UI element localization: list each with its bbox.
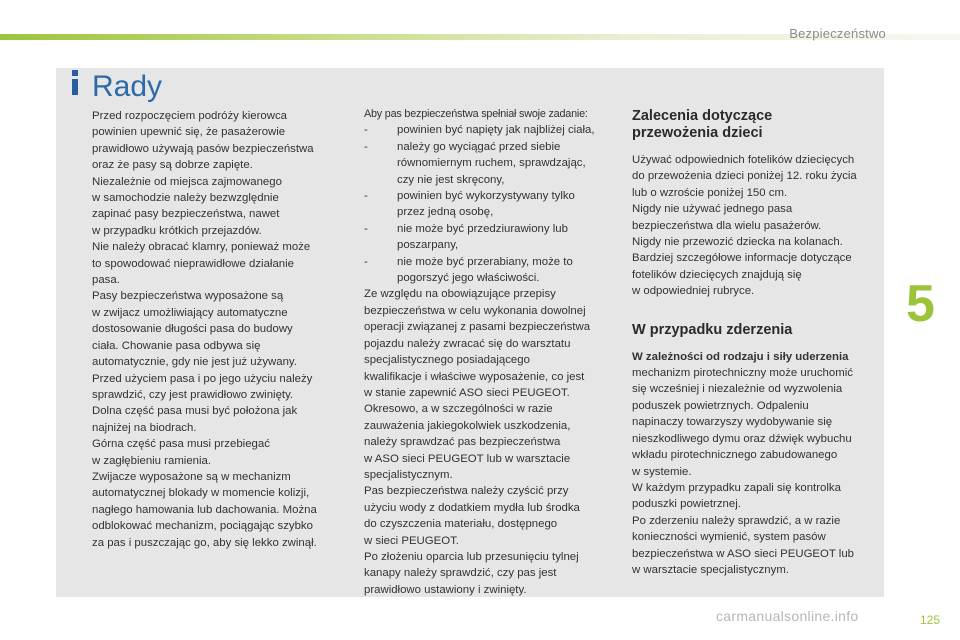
text-line: kanapy należy sprawdzić, czy pas jest bbox=[364, 567, 557, 580]
section-title: Bezpieczeństwo bbox=[789, 26, 886, 41]
text-line: zapinać pasy bezpieczeństwa, nawet bbox=[92, 208, 280, 221]
text-line: pasa. bbox=[92, 274, 120, 287]
dash-bullet: - bbox=[364, 124, 368, 137]
text-line: Nie należy obracać klamry, ponieważ może bbox=[92, 241, 311, 254]
text-line: automatycznej blokady w momencie kolizji, bbox=[92, 487, 310, 500]
dash-bullet: - bbox=[364, 255, 368, 268]
text-line: wkładu pirotechnicznego zabudowanego bbox=[632, 449, 838, 462]
text-line: użyciu wody z dodatkiem mydła lub środka bbox=[364, 501, 580, 514]
text-line: w warsztacie specjalistycznym. bbox=[632, 563, 789, 576]
text-line: konieczności wymienić, system pasów bbox=[632, 531, 826, 544]
text-line: poduszki powietrznej. bbox=[632, 498, 741, 511]
collision-heading: W przypadku zderzenia bbox=[632, 321, 793, 338]
text-line: Nigdy nie używać jednego pasa bbox=[632, 203, 793, 216]
text-line: Po zderzeniu należy sprawdzić, a w razie bbox=[632, 514, 841, 527]
text-line: to spowodować nieprawidłowe działanie bbox=[92, 257, 294, 270]
belt-requirements-intro: Aby pas bezpieczeństwa spełniał swoje zadanie: bbox=[364, 108, 588, 120]
children-text bbox=[632, 152, 878, 300]
belt-requirements-list bbox=[364, 122, 620, 286]
watermark: carmanualsonline.info bbox=[716, 608, 859, 624]
list-item-text: powinien być wykorzystywany tylko bbox=[397, 190, 575, 203]
text-line: zauważenia jakiegokolwiek uszkodzenia, bbox=[364, 419, 571, 432]
text-line: poduszek powietrznych. Odpaleniu bbox=[632, 399, 809, 412]
chapter-number: 5 bbox=[906, 275, 935, 333]
text-line: Po złożeniu oparcia lub przesunięciu tylnej bbox=[364, 550, 579, 563]
text-line: bezpieczeństwa w ASO sieci PEUGEOT lub bbox=[632, 547, 854, 560]
text-line: bezpieczeństwa dla wielu pasażerów. bbox=[632, 219, 822, 232]
page-number: 125 bbox=[920, 613, 941, 627]
dash-bullet: - bbox=[364, 140, 368, 153]
text-line: dostosowanie długości pasa do budowy bbox=[92, 323, 293, 336]
text-line: w przypadku krótkich przejazdów. bbox=[92, 224, 262, 237]
text-line: Przed użyciem pasa i po jego użyciu należy bbox=[92, 372, 313, 385]
dash-bullet: - bbox=[364, 222, 368, 235]
belt-maintenance-text bbox=[364, 286, 620, 598]
dash-bullet: - bbox=[364, 190, 368, 203]
text-line: w zagłębieniu ramienia. bbox=[92, 454, 212, 467]
text-line: powinien upewnić się, że pasażerowie bbox=[92, 126, 286, 139]
text-line: lub o wzroście poniżej 150 cm. bbox=[632, 186, 788, 199]
text-line: Okresowo, a w szczególności w razie bbox=[364, 403, 553, 416]
text-line: W każdym przypadku zapali się kontrolka bbox=[632, 481, 841, 494]
list-item-text: czy nie jest skręcony, bbox=[397, 173, 505, 186]
text-line: specjalistycznego posiadającego bbox=[364, 354, 530, 367]
text-line: bezpieczeństwa w celu wykonania dowolnej bbox=[364, 304, 586, 317]
text-line: najniżej na biodrach. bbox=[92, 421, 197, 434]
list-item bbox=[364, 254, 620, 287]
text-line: prawidłowo używają pasów bezpieczeństwa bbox=[92, 142, 314, 155]
list-item-text: równomiernym ruchem, sprawdzając, bbox=[397, 157, 586, 170]
text-line: automatycznie, gdy nie jest już używany. bbox=[92, 356, 297, 369]
text-line: nagłego hamowania lub dachowania. Można bbox=[92, 503, 317, 516]
text-line: Górna część pasa musi przebiegać bbox=[92, 438, 270, 451]
text-line: w stanie zapewnić ASO sieci PEUGEOT. bbox=[364, 386, 570, 399]
text-line: kwalifikacje i właściwe wyposażenie, co jest bbox=[364, 370, 585, 383]
children-heading: Zalecenia dotyczące przewożenia dzieci bbox=[632, 108, 773, 141]
text-line: do przewożenia dzieci poniżej 12. roku życia bbox=[632, 170, 857, 183]
text-line: Dolna część pasa musi być położona jak bbox=[92, 405, 298, 418]
text-line: Pasy bezpieczeństwa wyposażone są bbox=[92, 290, 284, 303]
text-line: Zwijacze wyposażone są w mechanizm bbox=[92, 470, 291, 483]
text-line: nieszkodliwego dymu oraz dźwięk wybuchu bbox=[632, 432, 852, 445]
text-line: sprawdzić, czy jest prawidłowo zwinięty. bbox=[92, 388, 294, 401]
text-line: Bardziej szczegółowe informacje dotyczące bbox=[632, 252, 852, 265]
text-line: w systemie. bbox=[632, 465, 692, 478]
column-belt-requirements bbox=[364, 106, 620, 598]
text-line: operacji związanej z pasami bezpieczeństwa bbox=[364, 321, 591, 334]
list-item-text: należy go wyciągać przed siebie bbox=[397, 140, 561, 153]
list-item bbox=[364, 139, 620, 188]
list-item-text: poszarpany, bbox=[397, 239, 459, 252]
text-line: w odpowiedniej rubryce. bbox=[632, 285, 755, 298]
text-line: Pas bezpieczeństwa należy czyścić przy bbox=[364, 485, 569, 498]
list-item-text: nie może być przedziurawiony lub bbox=[397, 222, 568, 235]
text-line: w sieci PEUGEOT. bbox=[364, 534, 459, 547]
text-line: mechanizm pirotechniczny może uruchomić bbox=[632, 367, 853, 380]
text-line: się wcześniej i niezależnie od wyzwolenia bbox=[632, 383, 843, 396]
text-line: do czyszczenia materiału, dostępnego bbox=[364, 518, 558, 531]
text-line: specjalistycznym. bbox=[364, 468, 453, 481]
column-children-collision bbox=[632, 108, 878, 578]
text-line: w zwijacz umożliwiający automatyczne bbox=[92, 306, 288, 319]
text-line: Używać odpowiednich fotelików dziecięcych bbox=[632, 154, 855, 166]
text-line: Ze względu na obowiązujące przepisy bbox=[364, 288, 556, 301]
collision-text bbox=[632, 365, 878, 578]
collision-lead: W zależności od rodzaju i siły uderzenia bbox=[632, 350, 849, 363]
column-general-advice bbox=[92, 108, 342, 551]
text-line: fotelików dziecięcych znajdują się bbox=[632, 268, 802, 281]
text-line: należy sprawdzać pas bezpieczeństwa bbox=[364, 436, 561, 449]
text-line: w samochodzie należy bezwzględnie bbox=[92, 192, 279, 205]
text-line: odblokować mechanizm, pociągając szybko bbox=[92, 520, 313, 533]
list-item bbox=[364, 188, 620, 221]
text-line: prawidłowo ustawiony i zwinięty. bbox=[364, 583, 527, 596]
text-line: Przed rozpoczęciem podróży kierowca bbox=[92, 110, 287, 122]
text-line: w ASO sieci PEUGEOT lub w warsztacie bbox=[364, 452, 571, 465]
text-line: oraz że pasy są dobrze zapięte. bbox=[92, 159, 253, 172]
list-item-text: nie może być przerabiany, może to bbox=[397, 255, 573, 268]
page-title: Rady bbox=[92, 70, 163, 103]
text-line: pojazdu należy zwracać się do warsztatu bbox=[364, 337, 571, 350]
text-line: Niezależnie od miejsca zajmowanego bbox=[92, 175, 282, 188]
list-item bbox=[364, 221, 620, 254]
text-line: za pas i puszczając go, aby się lekko zwinął. bbox=[92, 536, 317, 549]
list-item-text: przez jedną osobę, bbox=[397, 206, 494, 219]
list-item-text: pogorszyć jego właściwości. bbox=[397, 272, 540, 285]
text-line: ciała. Chowanie pasa odbywa się bbox=[92, 339, 261, 352]
text-line: napinaczy towarzyszy wydobywanie się bbox=[632, 416, 833, 429]
text-line: Nigdy nie przewozić dziecka na kolanach. bbox=[632, 236, 843, 249]
list-item-text: powinien być napięty jak najbliżej ciała, bbox=[397, 124, 595, 137]
list-item bbox=[364, 122, 620, 138]
info-icon bbox=[66, 70, 84, 96]
